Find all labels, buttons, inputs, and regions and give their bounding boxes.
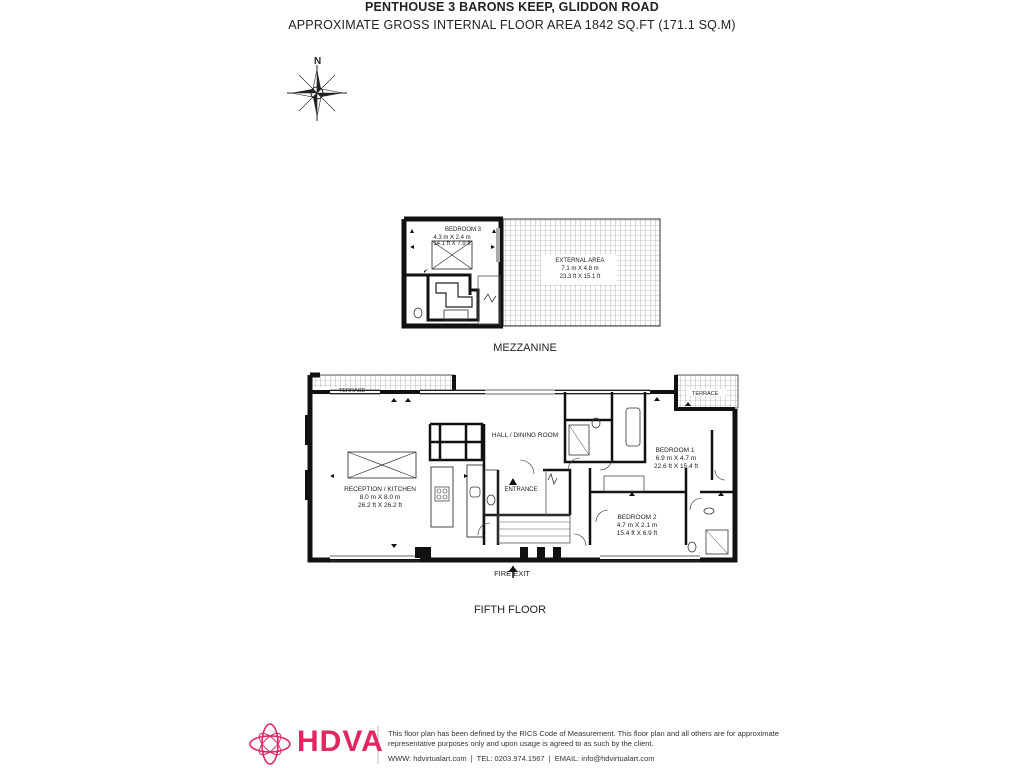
hdva-logo-text: HDVA	[297, 725, 384, 758]
phone-link[interactable]: TEL: 0203.974.1567	[476, 754, 545, 763]
terrace-left-label: TERRACE	[339, 388, 366, 394]
entrance-label: ENTRANCE	[504, 487, 538, 493]
bath-icon	[626, 408, 640, 446]
fire-exit-label: FIRE EXIT	[494, 569, 530, 578]
guest-wc-icon	[487, 495, 495, 505]
external-area-metric: 7.1 m X 4.8 m	[561, 266, 599, 272]
bedroom1-name: BEDROOM 1	[655, 447, 695, 454]
bed2-wc-icon	[688, 542, 696, 552]
external-area-imperial: 23.3 ft X 15.1 ft	[559, 274, 601, 280]
compass-icon	[287, 56, 347, 121]
bedroom3-metric: 4.3 m X 2.4 m	[433, 235, 471, 241]
reception-kitchen-name: RECEPTION / KITCHEN	[344, 486, 416, 493]
mezzanine-stair	[478, 276, 500, 324]
bedroom2-metric: 4.7 m X 2.1 m	[616, 522, 658, 529]
separator: |	[470, 754, 473, 763]
compass-north-label: N	[314, 56, 322, 67]
disclaimer-text: This floor plan has been defined by the RICS Code of Measurement. This floor plan and all others are for approximate representative purposes only and upon usage is agreed to as such by the client.	[388, 729, 779, 748]
plan-title: PENTHOUSE 3 BARONS KEEP, GLIDDON ROAD	[364, 0, 659, 14]
kitchen-counter	[467, 465, 483, 537]
bedroom3-name: BEDROOM 3	[444, 227, 482, 233]
website-link[interactable]: WWW: hdvirtualart.com	[388, 754, 467, 763]
reception-kitchen-imperial: 26.2 ft X 26.2 ft	[357, 502, 403, 509]
mezzanine-label: MEZZANINE	[493, 342, 557, 354]
hob-icon	[435, 487, 449, 501]
hdva-logo-icon	[250, 724, 290, 764]
bedroom1-imperial: 22.6 ft X 15.4 ft	[653, 463, 699, 470]
separator: |	[548, 754, 551, 763]
ensuite-walls	[565, 392, 645, 462]
email-link[interactable]: EMAIL: info@hdvirtualart.com	[554, 754, 655, 763]
storage-cupboards	[430, 424, 482, 460]
contact-line	[388, 754, 656, 763]
bedroom1-metric: 6.9 m X 4.7 m	[655, 455, 697, 462]
reception-kitchen-metric: 8.0 m X 8.0 m	[359, 494, 401, 501]
terrace-right-label: TERRACE	[692, 391, 719, 397]
bedroom2-name: BEDROOM 2	[617, 514, 657, 521]
wardrobe	[604, 476, 644, 492]
kitchen-island	[431, 467, 453, 527]
external-area-name: EXTERNAL AREA	[555, 258, 605, 264]
floor-area-subtitle: APPROXIMATE GROSS INTERNAL FLOOR AREA 1842 SQ.FT (171.1 SQ.M)	[288, 18, 736, 32]
bedroom3-imperial: 14.1 ft X 7.9 ft	[433, 241, 471, 247]
bedroom2-imperial: 15.4 ft X 6.9 ft	[616, 530, 658, 537]
wc-icon	[414, 308, 422, 318]
sink-icon	[470, 487, 480, 497]
entrance-arrow-icon	[509, 478, 517, 485]
fifth-floor-plan	[305, 375, 738, 578]
fifth-floor-label: FIFTH FLOOR	[473, 604, 547, 616]
hall-dining-label: HALL / DINING ROOM	[491, 432, 559, 439]
